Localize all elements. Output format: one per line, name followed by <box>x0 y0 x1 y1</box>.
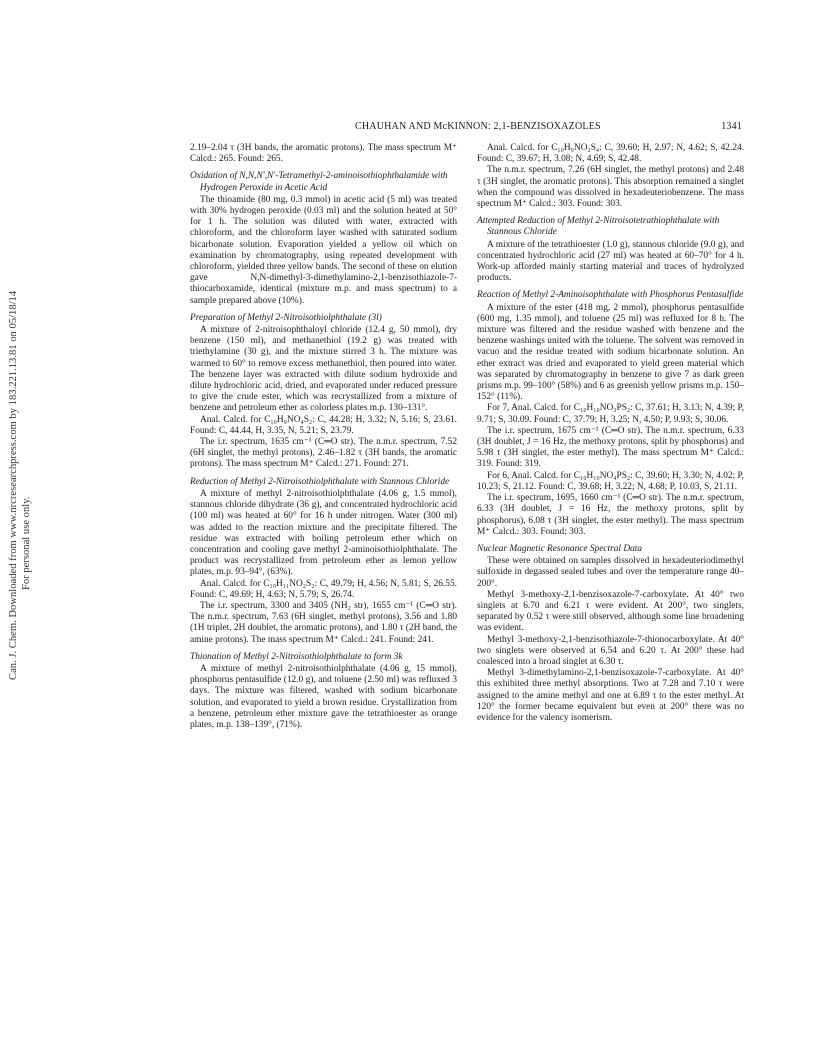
paragraph: The i.r. spectrum, 1695, 1660 cm⁻¹ (C═O str). The n.m.r. spectrum, 6.33 (3H doublet, J = 16 Hz, the methoxy protons, split by phosphorus), 6.08 τ (3H singlet, the ester methyl). The mass spectrum M⁺ Calcd.: 303. Found: 303. <box>477 493 744 537</box>
section-heading: Reaction of Methyl 2-Aminoisophthalate with Phosphorus Pentasulfide <box>477 290 744 301</box>
page-header <box>190 121 742 135</box>
watermark-line-1: Can. J. Chem. Downloaded from www.nrcresearchpress.com by 183.221.13.81 on 05/18/14 <box>8 290 19 680</box>
paragraph: For 7, Anal. Calcd. for C₁₀H₁₀NO₃PS₂: C, 37.61; H, 3.13; N, 4.39; P, 9.71; S, 30.09. Found: C, 37.79; H, 3.25; N, 4.50; P, 9.93; S, 30.06. <box>477 403 744 425</box>
paragraph: Methyl 3-methoxy-2,1-benzisothiazole-7-thionocarboxylate. At 40° two singlets were observed at 6.54 and 6.20 τ. At 200° these had coalesced into a broad singlet at 6.30 τ. <box>477 634 744 667</box>
paragraph: The i.r. spectrum, 1675 cm⁻¹ (C═O str). The n.m.r. spectrum, 6.33 (3H doublet, J = 16 Hz, the methoxy protons, split by phosphorus) and 5.98 τ (3H singlet, the ester methyl). The mass spectrum M⁺ Calcd.: 319. Found: 319. <box>477 425 744 470</box>
right-column <box>477 143 744 724</box>
section-heading: Oxidation of N,N,N′,N′-Tetramethyl-2-aminoisothiophthalamide with Hydrogen Peroxide in Acetic Acid <box>190 171 448 193</box>
paragraph: A mixture of methyl 2-nitroisothiolphthalate (4.06 g, 15 mmol), phosphorus pentasulfide (12.0 g), and toluene (2.50 ml) was refluxed 3 days. The mixture was filtered, washed with sodium bicarbonate solution, and evaporated to yield a brown residue. Crystallization from a benzene, petroleum ether mixture gave the tetrathioester as orange plates, m.p. 138–139°, (71%). <box>190 663 457 730</box>
paragraph: A mixture of the ester (418 mg, 2 mmol), phosphorus pentasulfide (600 mg, 1.35 mmol), and toluene (25 ml) was refluxed for 8 h. The mixture was filtered and the residue washed with benzene and the benzene washings united with the toluene. The solvent was removed in vacuo and the residue treated with sodium bicarbonate solution. An ether extract was dried and evaporated to yield green material which was separated by chromatography in benzene to give 7 as dark green prisms m.p. 99–100° (58%) and 6 as greenish yellow prisms m.p. 150–152° (11%). <box>477 302 744 403</box>
paragraph: 2.19–2.04 τ (3H bands, the aromatic protons). The mass spectrum M⁺ Calcd.: 265. Found: 265. <box>190 143 457 165</box>
paragraph: These were obtained on samples dissolved in hexadeuteriodimethyl sulfoxide in degassed sealed tubes and over the temperature range 40–200°. <box>477 556 744 589</box>
left-column <box>190 143 457 731</box>
download-watermark <box>2 150 40 680</box>
paragraph: A mixture of the tetrathioester (1.0 g), stannous chloride (9.0 g), and concentrated hydrochloric acid (27 ml) was heated at 60–70° for 4 h. Work-up afforded mainly starting material and traces of hydrolyzed products. <box>477 239 744 284</box>
paragraph: The i.r. spectrum, 1635 cm⁻¹ (C═O str). The n.m.r. spectrum, 7.52 (6H singlet, the methyl protons), 2.46–1.82 τ (3H bands, the aromatic protons). The mass spectrum M⁺ Calcd.: 271. Found: 271. <box>190 437 457 470</box>
section-heading: Attempted Reduction of Methyl 2-Nitroisotetrathiophthalate with Stannous Chloride <box>477 216 720 238</box>
section-heading: Thionation of Methyl 2-Nitroisothiolphthalate to form 3k <box>190 651 403 662</box>
paragraph: For 6, Anal. Calcd. for C₁₀H₁₀NO₄PS₂: C, 39.60; H, 3.30; N, 4.02; P, 10.23; S, 21.12. Found: C, 39.68; H, 3.22; N, 4.68; P, 10.03, S, 21.11. <box>477 470 744 492</box>
watermark-svg <box>2 150 40 680</box>
paragraph: A mixture of methyl 2-nitroisothiolphthalate (4.06 g, 1.5 mmol), stannous chloride dihydrate (36 g), and concentrated hydrochloric acid (100 ml) was heated at 60° for 16 h under nitrogen. Water (300 ml) was added to the reaction mixture and the precipitate filtered. The residue was extracted with boiling petroleum ether which on concentration and cooling gave methyl 2-aminoisothiolphthalate. The product was recrystallized from petroleum ether as lemon yellow plates, m.p. 93–94°, (63%). <box>190 488 457 578</box>
paragraph: The n.m.r. spectrum, 7.26 (6H singlet, the methyl protons) and 2.48 τ (3H singlet, the aromatic protons). This absorption remained a singlet when the compound was dissolved in hexadeuteriobenzene. The mass spectrum M⁺ Calcd.: 303. Found: 303. <box>477 165 744 210</box>
page-number: 1341 <box>721 121 742 132</box>
paragraph: Methyl 3-dimethylamino-2,1-benzisoxazole-7-carboxylate. At 40° this exhibited three methyl absorptions. Two at 7.28 and 7.10 τ were assigned to the amine methyl and one at 6.89 τ to the ester methyl. At 120° the former became equivalent but even at 200° there was no evidence for the valency isomerism. <box>477 668 744 723</box>
paragraph: The thioamide (80 mg, 0.3 mmol) in acetic acid (5 ml) was treated with 30% hydrogen peroxide (0.03 ml) and the solution heated at 50° for 1 h. The solution was diluted with water, extracted with chloroform, and the chloroform layer washed with saturated sodium bicarbonate solution. Evaporation yielded a yellow oil which on examination by chromatography, using repeated development with chloroform, yielded three yellow bands. The second of these on elution gave N,N-dimethyl-3-dimethylamino-2,1-benzisothiazole-7-thiocarboxamide, identical (mixture m.p. and mass spectrum) to a sample prepared above (10%). <box>190 194 457 306</box>
running-title: CHAUHAN AND McKINNON: 2,1-BENZISOXAZOLES <box>355 121 601 132</box>
section-heading: Nuclear Magnetic Resonance Spectral Data <box>477 543 643 554</box>
paragraph: Anal. Calcd. for C₁₀H₁₁NO₂S₂: C, 49.79; H, 4.56; N, 5.81; S, 26.55. Found: C, 49.69; H, 4.63; N, 5.79; S, 26.74. <box>190 578 457 600</box>
section-heading: Reduction of Methyl 2-Nitroisothiolphthalate with Stannous Chloride <box>190 476 450 487</box>
paragraph: The i.r. spectrum, 3300 and 3405 (NH₂ str), 1655 cm⁻¹ (C═O str). The n.m.r. spectrum, 7.63 (6H singlet, methyl protons), 3.56 and 1.80 (1H triplet, 2H doublet, the aromatic protons), and 1.80 τ (2H band, the amine protons). The mass spectrum M⁺ Calcd.: 241. Found: 241. <box>190 600 457 645</box>
watermark-line-2: For personal use only. <box>21 496 32 590</box>
paragraph: A mixture of 2-nitroisophthaloyl chloride (12.4 g, 50 mmol), dry benzene (150 ml), and methanethiol (19.2 g) was treated with triethylamine (30 g), and the mixture stirred 3 h. The mixture was warmed to 60° to remove excess methanethiol, then poured into water. The benzene layer was extracted with dilute sodium hydroxide and dilute hydrochloric acid, dried, and evaporated under reduced pressure to give the crude ester, which was recrystallized from a mixture of benzene and petroleum ether as colorless plates m.p. 130–131°. <box>190 325 457 414</box>
paragraph: Anal. Calcd. for C₁₀H₉NO₂S₄: C, 39.60; H, 2.97; N, 4.62; S, 42.24. Found: C, 39.67; H, 3.08; N, 4.69; S, 42.48. <box>477 143 744 165</box>
paragraph: Anal. Calcd. for C₁₀H₉NO₄S₂: C, 44.28; H, 3.32; N, 5.16; S, 23.61. Found: C, 44.44, H, 3.35, N, 5.21; S, 23.79. <box>190 414 457 436</box>
section-heading: Preparation of Methyl 2-Nitroisothiolphthalate (3l) <box>190 312 382 323</box>
paragraph: Methyl 3-methoxy-2,1-benzisoxazole-7-carboxylate. At 40° two singlets at 6.70 and 6.21 τ were evident. At 200°, two singlets, separated by 0.52 τ were still observed, although some line broadening was evident. <box>477 589 744 634</box>
